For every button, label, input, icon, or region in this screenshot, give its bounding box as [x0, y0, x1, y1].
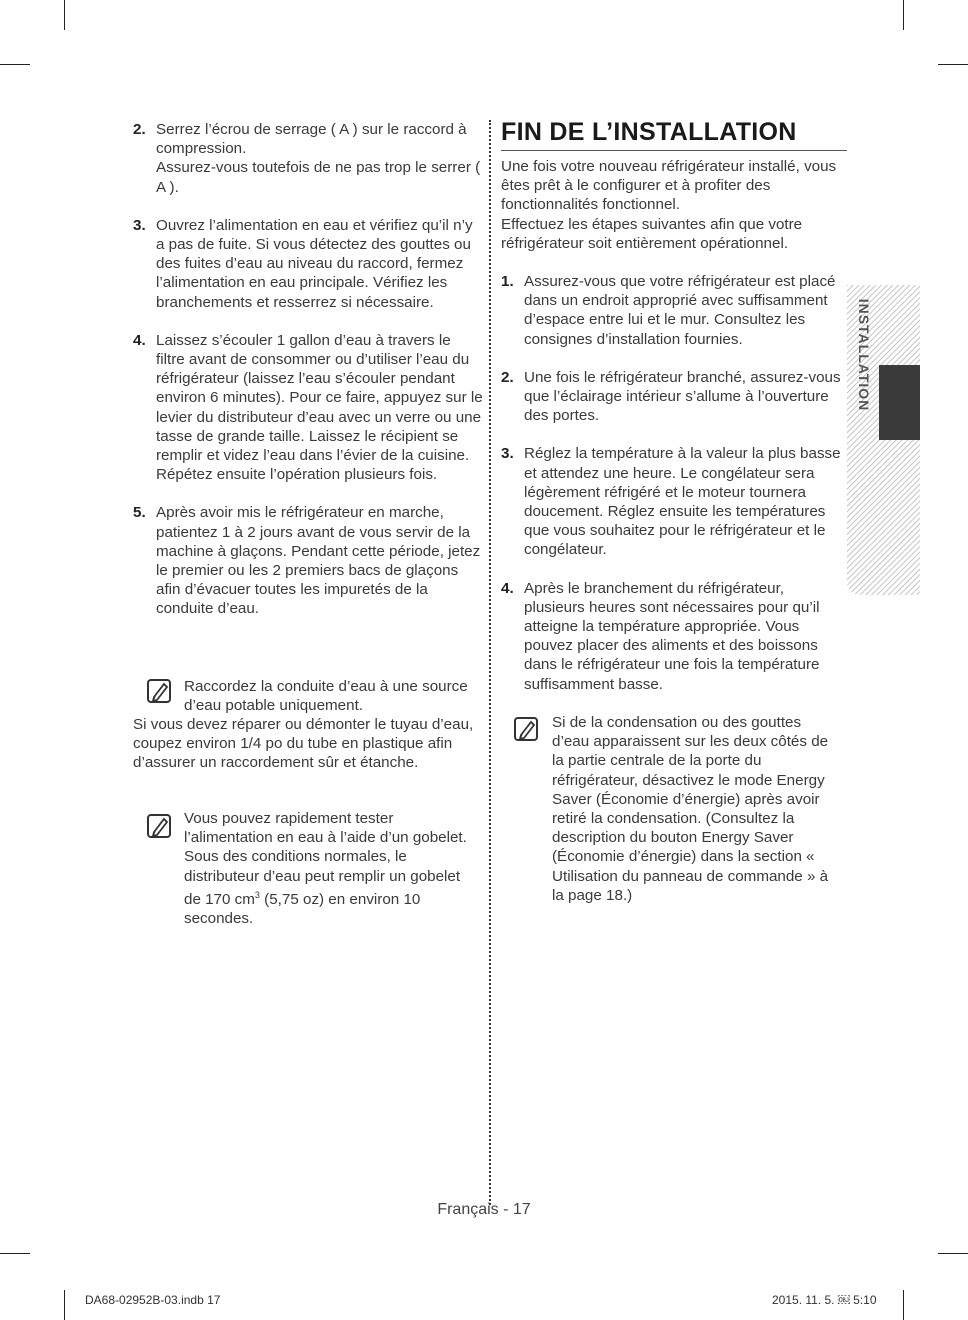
step-4: [133, 331, 483, 485]
page-number: Français - 17: [437, 1201, 531, 1218]
crop-mark-top-right-h: [938, 64, 968, 65]
step-text: Après le branchement du réfrigérateur, plusieurs heures sont nécessaires pour qu’il atteigne la température appropriée. Vous pouvez placer des aliments et des boissons dans le réfrigérateur une fois la température suffisamment basse.: [524, 579, 820, 693]
crop-mark-top-right-v: [903, 0, 904, 30]
column-divider: [489, 120, 491, 1205]
crop-mark-bottom-right-h: [938, 1253, 968, 1254]
superscript: 3: [254, 889, 260, 900]
step-5: [133, 503, 483, 618]
crop-mark-bottom-left-h: [0, 1253, 30, 1254]
step-text: Assurez-vous toutefois de ne pas trop le serrer ( A ).: [156, 159, 481, 196]
left-column: [133, 120, 483, 619]
crop-mark-bottom-left-v: [64, 1290, 65, 1320]
print-slug-file: DA68-02952B-03.indb 17: [85, 1293, 221, 1307]
note-text: Si de la condensation ou des gouttes d’eau apparaissent sur les deux côtés de la partie centrale de la porte du réfrigérateur, désactivez le mode Energy Saver (Économie d’énergie) après avoir retiré la condensation. (Consultez la description du bouton Energy Saver (Économie d’énergie) dans la section « Utilisation du panneau de commande » à la page 18.): [552, 714, 829, 904]
intro-text: Effectuez les étapes suivantes afin que votre réfrigérateur soit entièrement opérationnel.: [501, 215, 803, 252]
final-step-3: [501, 444, 846, 559]
final-step-2: [501, 368, 846, 426]
step-number: 3.: [501, 445, 514, 463]
final-step-1: [501, 272, 846, 349]
note-text: Raccordez la conduite d’eau à une source d’eau potable uniquement.: [184, 678, 468, 715]
step-number: 4.: [133, 331, 146, 349]
step-number: 4.: [501, 579, 514, 597]
right-column: [501, 157, 846, 694]
step-text: Serrez l’écrou de serrage ( A ) sur le raccord à compression.: [156, 121, 467, 158]
crop-mark-top-left-v: [64, 0, 65, 30]
note-text: Vous pouvez rapidement tester l’alimentation en eau à l’aide d’un gobelet. Sous des conditions normales, le distributeur d’eau peut remplir un gobelet de 170 cm: [184, 810, 467, 908]
note-text: Si vous devez réparer ou démonter le tuyau d’eau, coupez environ 1/4 po du tube en plastique afin d’assurer un raccordement sûr et étanche.: [133, 716, 474, 772]
step-text: Ouvrez l’alimentation en eau et vérifiez qu’il n’y a pas de fuite. Si vous détectez des gouttes ou des fuites d’eau au niveau du raccord, fermez l’alimentation en eau principale. Vérifiez les branchements et resserrez si nécessaire.: [156, 216, 473, 311]
step-text: Après avoir mis le réfrigérateur en marche, patientez 1 à 2 jours avant de vous servir de la machine à glaçons. Pendant cette période, jetez le premier ou les 2 premiers bacs de glaçons afin d’évacuer toutes les impuretés de la conduite d’eau.: [156, 504, 481, 618]
note-repair-tube: [133, 715, 485, 773]
step-text: Assurez-vous que votre réfrigérateur est placé dans un endroit approprié avec suffisamment d’espace entre lui et le mur. Consultez les consignes d’installation fournies.: [524, 273, 836, 348]
step-text: Une fois le réfrigérateur branché, assurez-vous que l’éclairage intérieur s’allume à l’ouverture des portes.: [524, 368, 841, 425]
note-text: (5,75 oz) en environ 10 secondes.: [184, 890, 421, 928]
crop-mark-bottom-right-v: [903, 1290, 904, 1320]
step-3: [133, 216, 483, 312]
side-tab-label: INSTALLATION: [856, 298, 872, 412]
intro-text: Une fois votre nouveau réfrigérateur installé, vous êtes prêt à le configurer et à profiter des fonctionnalités fonctionnel.: [501, 158, 837, 214]
final-step-4: [501, 579, 846, 694]
note-condensation: [552, 713, 840, 905]
note-water-test: [184, 809, 474, 928]
step-text: Réglez la température à la valeur la plus basse et attendez une heure. Le congélateur sera légèrement réfrigéré et le moteur tournera doucement. Réglez ensuite les températures que vous souhaitez pour le réfrigérateur et le congélateur.: [524, 445, 841, 559]
crop-mark-top-left-h: [0, 64, 30, 65]
step-number: 1.: [501, 273, 514, 291]
note-potable-water: [184, 677, 484, 715]
note-pencil-icon: [146, 812, 174, 840]
step-number: 3.: [133, 216, 146, 234]
section-heading: FIN DE L’INSTALLATION: [501, 118, 797, 146]
step-number: 2.: [501, 368, 514, 386]
step-text: Laissez s’écouler 1 gallon d’eau à travers le filtre avant de consommer ou d’utiliser l’eau du réfrigérateur (laissez l’eau s’écouler pendant environ 6 minutes). Pour ce faire, appuyez sur le levier du distributeur d’eau avec un verre ou une tasse de grande taille. Laissez le récipient se remplir et videz l’eau dans l’évier de la cuisine. Répétez ensuite l’opération plusieurs fois.: [156, 331, 483, 484]
print-slug-date: 2015. 11. 5. ￼ 5:10: [772, 1293, 877, 1307]
note-pencil-icon: [513, 715, 541, 743]
step-number: 5.: [133, 504, 146, 522]
note-pencil-icon: [146, 677, 174, 705]
step-number: 2.: [133, 121, 146, 138]
step-2: [133, 120, 483, 197]
heading-underline: [501, 150, 847, 151]
